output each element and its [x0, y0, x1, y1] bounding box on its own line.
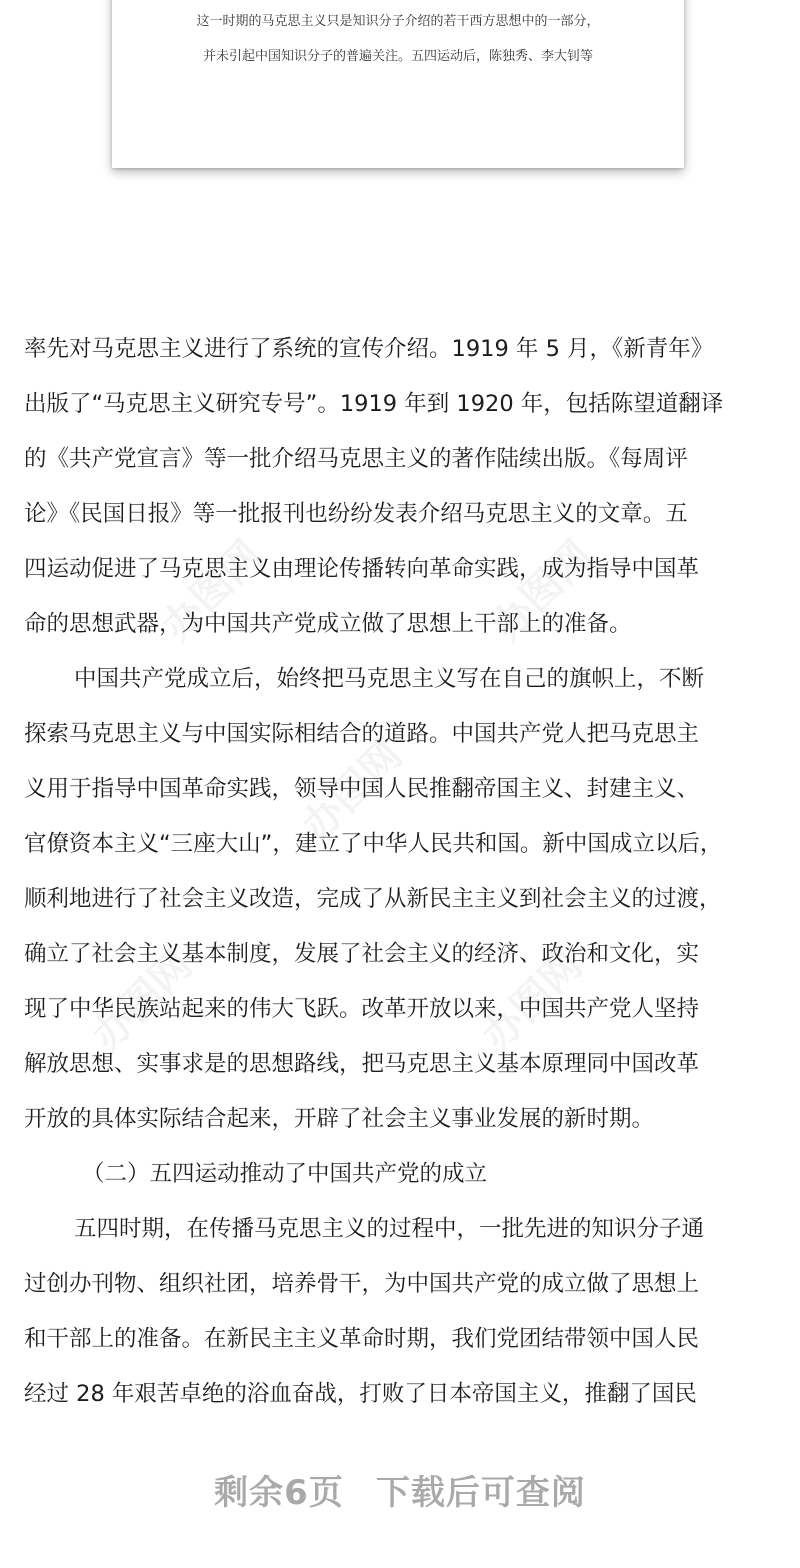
preview-text-line: 并未引起中国知识分子的普遍关注。五四运动后，陈独秀、李大钊等 [202, 49, 593, 64]
paragraph-line: 官僚资本主义“三座大山”，建立了中华人民共和国。新中国成立以后， [24, 831, 723, 857]
paragraph-line: 解放思想、实事求是的思想路线，把马克思主义基本原理同中国改革 [24, 1051, 700, 1077]
watermark: 办图网 [473, 942, 592, 1060]
paragraph-line: 现了中华民族站起来的伟大飞跃。改革开放以来，中国共产党人坚持 [24, 996, 700, 1022]
paragraph-line: 五四时期，在传播马克思主义的过程中，一批先进的知识分子通 [74, 1216, 705, 1242]
paragraph-line: 开放的具体实际结合起来，开辟了社会主义事业发展的新时期。 [24, 1106, 655, 1132]
paragraph-line: 经过 28 年艰苦卓绝的浴血奋战，打败了日本帝国主义，推翻了国民 [24, 1381, 697, 1407]
preview-text-line: 这一时期的马克思主义只是知识分子介绍的若干西方思想中的一部分， [196, 14, 600, 29]
download-to-read-text: 下载后可查阅 [375, 1473, 586, 1513]
paragraph-line: 过创办刊物、组织社团，培养骨干，为中国共产党的成立做了思想上 [24, 1271, 700, 1297]
watermark: 办图网 [153, 532, 272, 650]
paragraph-line: 命的思想武器，为中国共产党成立做了思想上干部上的准备。 [24, 611, 632, 637]
watermark: 办图网 [483, 532, 602, 650]
preview-page-card [112, 0, 684, 168]
download-prompt-button[interactable] [0, 1458, 800, 1528]
paragraph-line: 率先对马克思主义进行了系统的宣传介绍。1919 年 5 月，《新青年》 [24, 336, 714, 362]
paragraph-line: 义用于指导中国革命实践，领导中国人民推翻帝国主义、封建主义、 [24, 776, 700, 802]
watermark: 办图网 [293, 732, 412, 850]
paragraph-line: 顺利地进行了社会主义改造，完成了从新民主主义到社会主义的过渡， [24, 886, 722, 912]
paragraph-line: 确立了社会主义基本制度，发展了社会主义的经济、政治和文化，实 [24, 941, 700, 967]
paragraph-line: 探索马克思主义与中国实际相结合的道路。中国共产党人把马克思主 [24, 721, 700, 747]
section-heading: （二）五四运动推动了中国共产党的成立 [82, 1161, 488, 1187]
document-body [24, 322, 784, 1422]
paragraph-line: 中国共产党成立后，始终把马克思主义写在自己的旗帜上，不断 [74, 666, 705, 692]
paragraph-line: 和干部上的准备。在新民主主义革命时期，我们党团结带领中国人民 [24, 1326, 700, 1352]
watermark: 办图网 [83, 942, 202, 1060]
paragraph-line: 出版了“马克思主义研究专号”。1919 年到 1920 年，包括陈望道翻译 [24, 391, 724, 417]
paragraph-line: 四运动促进了马克思主义由理论传播转向革命实践，成为指导中国革 [24, 556, 700, 582]
paragraph-line: 论》《民国日报》等一批报刊也纷纷发表介绍马克思主义的文章。五 [24, 501, 688, 527]
remaining-pages-text: 剩余6页 [214, 1473, 344, 1513]
paragraph-line: 的《共产党宣言》等一批介绍马克思主义的著作陆续出版。《每周评 [24, 446, 688, 472]
